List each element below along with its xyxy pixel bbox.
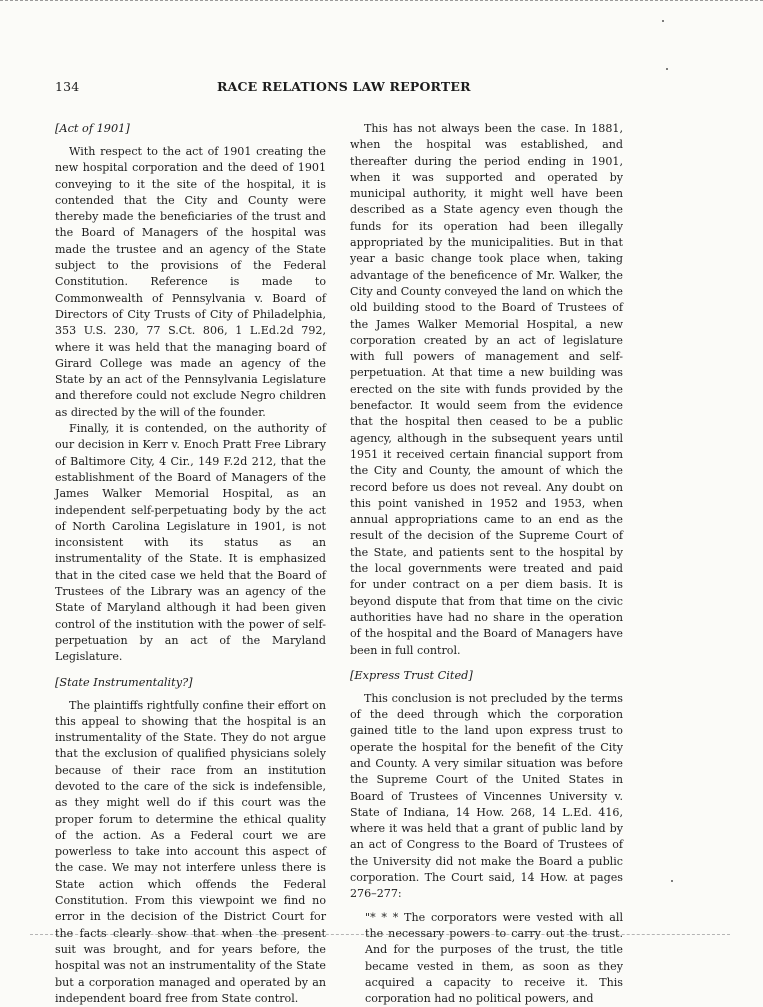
scan-border-top [0, 0, 763, 2]
quote-text: "* * * The corporators were vested with all the necessary powers to carry out the trust. And for the purposes of the trust, the title became vested in them, as soon as they acquired a capacity to receive it. This corporation had no political powers, and [365, 910, 623, 1007]
paragraph: The plaintiffs rightfully confine their effort on this appeal to showing that the hospital is an instrumentality of the State. They do not argue that the exclusion of qualified physicians solely because of their race from an institution devoted to the care of the sick is indefensible, as they might well do if this court was the proper forum to determine the ethical quality of the action. As a Federal court we are powerless to take into account this aspect of the case. We may not interfere unless there is State action which offends the Federal Constitution. From this viewpoint we find no error in the decision of the District Court for the facts clearly show that when the present suit was brought, and for years before, the hospital was not an instrumentality of the State but a corporation managed and operated by an independent board free from State control. [55, 698, 326, 1007]
right-column [350, 121, 623, 1007]
section-heading-express-trust-cited: [Express Trust Cited] [350, 668, 623, 684]
section-heading-act-of-1901: [Act of 1901] [55, 121, 326, 137]
page-number: 134 [55, 79, 79, 94]
scan-speck [662, 20, 664, 22]
paragraph: Finally, it is contended, on the authority of our decision in Kerr v. Enoch Pratt Free Library of Baltimore City, 4 Cir., 149 F.2d 212, that the establishment of the Board of Managers of the James Walker Memorial Hospital, as an independent self-perpetuating body by the act of North Carolina Legislature in 1901, is not inconsistent with its status as an instrumentality of the State. It is emphasized that in the cited case we held that the Board of Trustees of the Library was an agency of the State of Maryland although it had been given control of the institution with the power of self-perpetuation by an act of the Maryland Legislature. [55, 421, 326, 665]
paragraph: This has not always been the case. In 1881, when the hospital was established, and thereafter during the period ending in 1901, when it was supported and operated by municipal authority, it might well have been described as a State agency even though the funds for its operation had been illegally appropriated by the municipalities. But in that year a basic change took place when, taking advantage of the beneficence of Mr. Walker, the City and County conveyed the land on which the old building stood to the Board of Trustees of the James Walker Memorial Hospital, a new corporation created by an act of legislature with full powers of management and self-perpetuation. At that time a new building was erected on the site with funds provided by the benefactor. It would seem from the evidence that the hospital then ceased to be a public agency, although in the subsequent years until 1951 it received certain financial support from the City and County, the amount of which the record before us does not reveal. Any doubt on this point vanished in 1952 and 1953, when annual appropriations came to an end as the result of the decision of the Supreme Court of the State, and patients sent to the hospital by the local governments were treated and paid for under contract on a per diem basis. It is beyond dispute that from that time on the civic authorities have had no share in the operation of the hospital and the Board of Managers have been in full control. [350, 121, 623, 659]
section-heading-state-instrumentality: [State Instrumentality?] [55, 675, 326, 691]
block-quote [350, 910, 623, 1007]
running-head: RACE RELATIONS LAW REPORTER [217, 79, 471, 94]
paragraph: This conclusion is not precluded by the terms of the deed through which the corporation gained title to the land upon express trust to operate the hospital for the benefit of the City and County. A very similar situation was before the Supreme Court of the United States in Board of Trustees of Vincennes University v. State of Indiana, 14 How. 268, 14 L.Ed. 416, where it was held that a grant of public land by an act of Congress to the Board of Trustees of the University did not make the Board a public corporation. The Court said, 14 How. at pages 276–277: [350, 691, 623, 903]
scan-speck [671, 880, 673, 882]
paragraph: With respect to the act of 1901 creating the new hospital corporation and the deed of 1901 conveying to it the site of the hospital, it is contended that the City and County were thereby made the beneficiaries of the trust and the Board of Managers of the hospital was made the trustee and an agency of the State subject to the provisions of the Federal Constitution. Reference is made to Commonwealth of Pennsylvania v. Board of Directors of City Trusts of City of Philadelphia, 353 U.S. 230, 77 S.Ct. 806, 1 L.Ed.2d 792, where it was held that the managing board of Girard College was made an agency of the State by an act of the Pennsylvania Legislature and therefore could not exclude Negro children as directed by the will of the founder. [55, 144, 326, 421]
scan-speck [666, 68, 668, 70]
left-column [55, 121, 326, 1007]
